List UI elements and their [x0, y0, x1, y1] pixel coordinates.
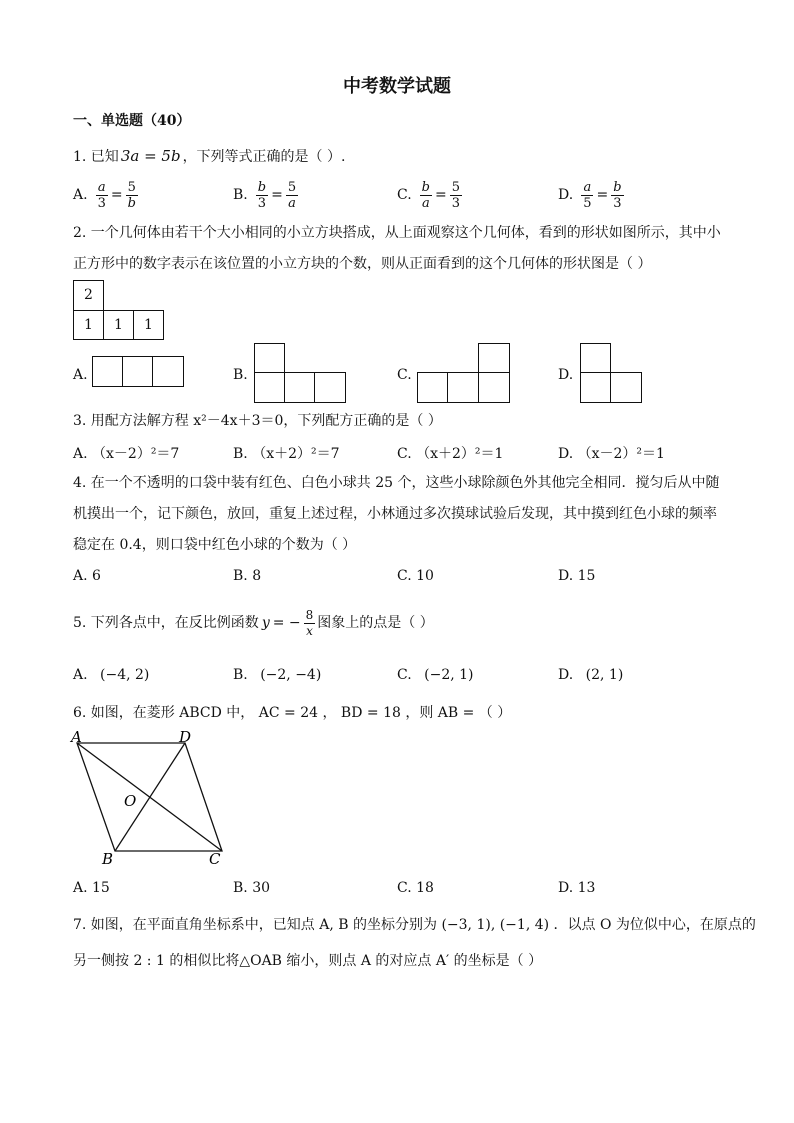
q1-equals-sign: = — [435, 187, 447, 203]
q5-func-eq: = − — [272, 615, 301, 631]
q4-option-d: D. 15 — [558, 568, 596, 584]
question-3-stem: 3. 用配方法解方程 x²－4x＋3＝0，下列配方正确的是（ ） — [73, 413, 442, 429]
q5-suffix: 图象上的点是（ ） — [317, 615, 434, 631]
q1-left-denominator: a — [421, 195, 430, 211]
q5-denominator: x — [306, 623, 313, 638]
q5-option-d-label: D. — [558, 667, 574, 683]
q2-option-c-square — [478, 372, 510, 403]
question-2-line-1: 2. 一个几何体由若干个大小相同的小立方块搭成，从上面观察这个几何体，看到的形状如图所示，其中小 — [73, 225, 721, 241]
q1-condition: 3a = 5b — [120, 147, 181, 165]
q4-option-a: A. 6 — [73, 568, 101, 584]
q3-option-a: A. （x－2）²＝7 — [73, 446, 180, 462]
q1-right-fraction — [126, 180, 138, 211]
question-7-line-2: 另一侧按 2 : 1 的相似比将△OAB 缩小，则点 A 的对应点 A′ 的坐标是（ ） — [73, 953, 543, 969]
q5-option-d — [558, 667, 623, 683]
q1-left-denominator: 3 — [97, 195, 106, 211]
top-view-count: 2 — [84, 287, 93, 303]
vertex-label-d: D — [179, 728, 192, 746]
q1-left-numerator: a — [581, 180, 593, 196]
q2-option-c-label: C. — [397, 367, 412, 383]
q1-option-b — [233, 177, 298, 213]
question-4-line-2: 机摸出一个，记下颜色，放回，重复上述过程，小林通过多次摸球试验后发现，其中摸到红色小球的频率 — [73, 506, 717, 522]
q5-option-a — [73, 667, 149, 683]
q5-option-b — [233, 667, 321, 683]
question-4-line-1: 4. 在一个不透明的口袋中装有红色、白色小球共 25 个，这些小球除颜色外其他完全相同．搅匀后从中随 — [73, 475, 720, 491]
q2-option-a-square — [122, 356, 153, 387]
q6-option-d: D. 13 — [558, 880, 596, 896]
q1-left-fraction — [420, 180, 432, 211]
q5-option-a-label: A. — [73, 667, 88, 683]
question-4-line-3: 稳定在 0.4，则口袋中红色小球的个数为（ ） — [73, 537, 357, 553]
q5-option-b-value: (−2, −4) — [260, 667, 322, 683]
q1-equals-sign: = — [110, 187, 123, 203]
q2-option-b-square — [254, 372, 285, 403]
top-view-cell-bottom-3 — [133, 310, 164, 340]
q5-option-b-label: B. — [233, 667, 248, 683]
top-view-count: 1 — [84, 317, 93, 333]
q5-option-c-value: (−2, 1) — [424, 667, 474, 683]
q5-option-c-label: C. — [397, 667, 412, 683]
q1-right-denominator: b — [127, 195, 136, 211]
vertex-label-b: B — [102, 850, 114, 868]
q1-right-fraction — [286, 180, 298, 211]
q1-left-numerator: b — [421, 179, 430, 195]
q1-option-a — [73, 177, 138, 213]
section-heading: 一、单选题（40） — [73, 113, 191, 129]
q1-equals-sign: = — [271, 187, 283, 203]
top-view-cell-top — [73, 280, 104, 311]
q1-right-fraction — [450, 180, 462, 211]
q1-option-label: B. — [233, 187, 248, 203]
q1-left-denominator: 5 — [583, 195, 592, 211]
q2-option-d-square — [580, 343, 611, 373]
q1-right-numerator: 5 — [451, 179, 461, 195]
top-view-count: 1 — [114, 317, 123, 333]
page-title: 中考数学试题 — [343, 76, 451, 97]
q6-option-a: A. 15 — [73, 880, 110, 896]
q2-option-b-square — [314, 372, 346, 403]
center-label-o: O — [124, 792, 137, 810]
q2-option-a-label: A. — [73, 367, 88, 383]
q2-option-d-square — [580, 372, 611, 403]
q1-right-numerator: 5 — [126, 180, 138, 196]
q2-option-a-square — [152, 356, 184, 387]
q2-option-d-square — [610, 372, 642, 403]
q1-left-denominator: 3 — [257, 195, 267, 211]
vertex-label-a: A — [71, 728, 82, 746]
q2-option-c-square — [447, 372, 479, 403]
question-1-stem — [73, 148, 345, 165]
q5-prefix: 5. 下列各点中，在反比例函数 — [73, 615, 259, 631]
q2-option-d-label: D. — [558, 367, 574, 383]
q1-equals-sign: = — [596, 187, 609, 203]
q1-left-fraction — [256, 180, 268, 211]
q2-option-b-label: B. — [233, 367, 248, 383]
q5-option-a-value: (−4, 2) — [100, 667, 150, 683]
question-6-stem: 6. 如图，在菱形 ABCD 中， AC = 24 ， BD = 18 ，则 AB = （ ） — [73, 705, 512, 721]
q1-left-fraction — [581, 180, 593, 211]
question-7-line-1: 7. 如图，在平面直角坐标系中，已知点 A, B 的坐标分别为 (−3, 1), (−1, 4) ．以点 O 为位似中心，在原点的 — [73, 917, 756, 933]
q6-option-c: C. 18 — [397, 880, 434, 896]
q4-option-b: B. 8 — [233, 568, 262, 584]
top-view-cell-bottom-1 — [73, 310, 104, 340]
q2-option-b-square — [284, 372, 315, 403]
q1-suffix: ，下列等式正确的是（ ）. — [182, 149, 346, 165]
q1-left-fraction — [96, 180, 108, 211]
q2-option-c-square — [478, 343, 510, 373]
q3-option-b: B. （x＋2）²＝7 — [233, 446, 340, 462]
q2-option-a-square — [92, 356, 123, 387]
q6-option-b: B. 30 — [233, 880, 271, 896]
q1-right-numerator: 5 — [287, 179, 297, 195]
q3-option-c: C. （x＋2）²＝1 — [397, 446, 504, 462]
q1-right-denominator: a — [288, 195, 296, 211]
q1-right-fraction — [611, 180, 623, 211]
q5-option-c — [397, 667, 474, 683]
question-2-line-2: 正方形中的数字表示在该位置的小立方块的个数，则从正面看到的这个几何体的形状图是（ ） — [73, 256, 652, 272]
q1-left-numerator: b — [257, 179, 267, 195]
q1-option-label: A. — [73, 187, 88, 203]
q5-func-y: y — [261, 615, 270, 631]
q5-fraction — [304, 608, 316, 639]
top-view-cell-bottom-2 — [103, 310, 134, 340]
rhombus-figure — [68, 726, 238, 871]
q1-option-d — [558, 177, 624, 213]
q4-option-c: C. 10 — [397, 568, 434, 584]
q3-option-d: D. （x－2）²＝1 — [558, 446, 665, 462]
q1-prefix: 1. 已知 — [73, 149, 119, 165]
vertex-label-c: C — [209, 850, 221, 868]
q1-right-numerator: b — [613, 179, 622, 195]
q5-numerator: 8 — [305, 607, 314, 622]
q1-right-denominator: 3 — [613, 195, 622, 211]
q1-option-label: D. — [558, 187, 574, 203]
q1-right-denominator: 3 — [451, 195, 461, 211]
q1-left-numerator: a — [96, 180, 108, 196]
question-5-stem — [73, 605, 434, 641]
q2-option-c-square — [417, 372, 448, 403]
q2-option-b-square — [254, 343, 285, 373]
q5-option-d-value: (2, 1) — [585, 667, 624, 683]
q1-option-c — [397, 177, 462, 213]
top-view-count: 1 — [144, 317, 153, 333]
q1-option-label: C. — [397, 187, 412, 203]
